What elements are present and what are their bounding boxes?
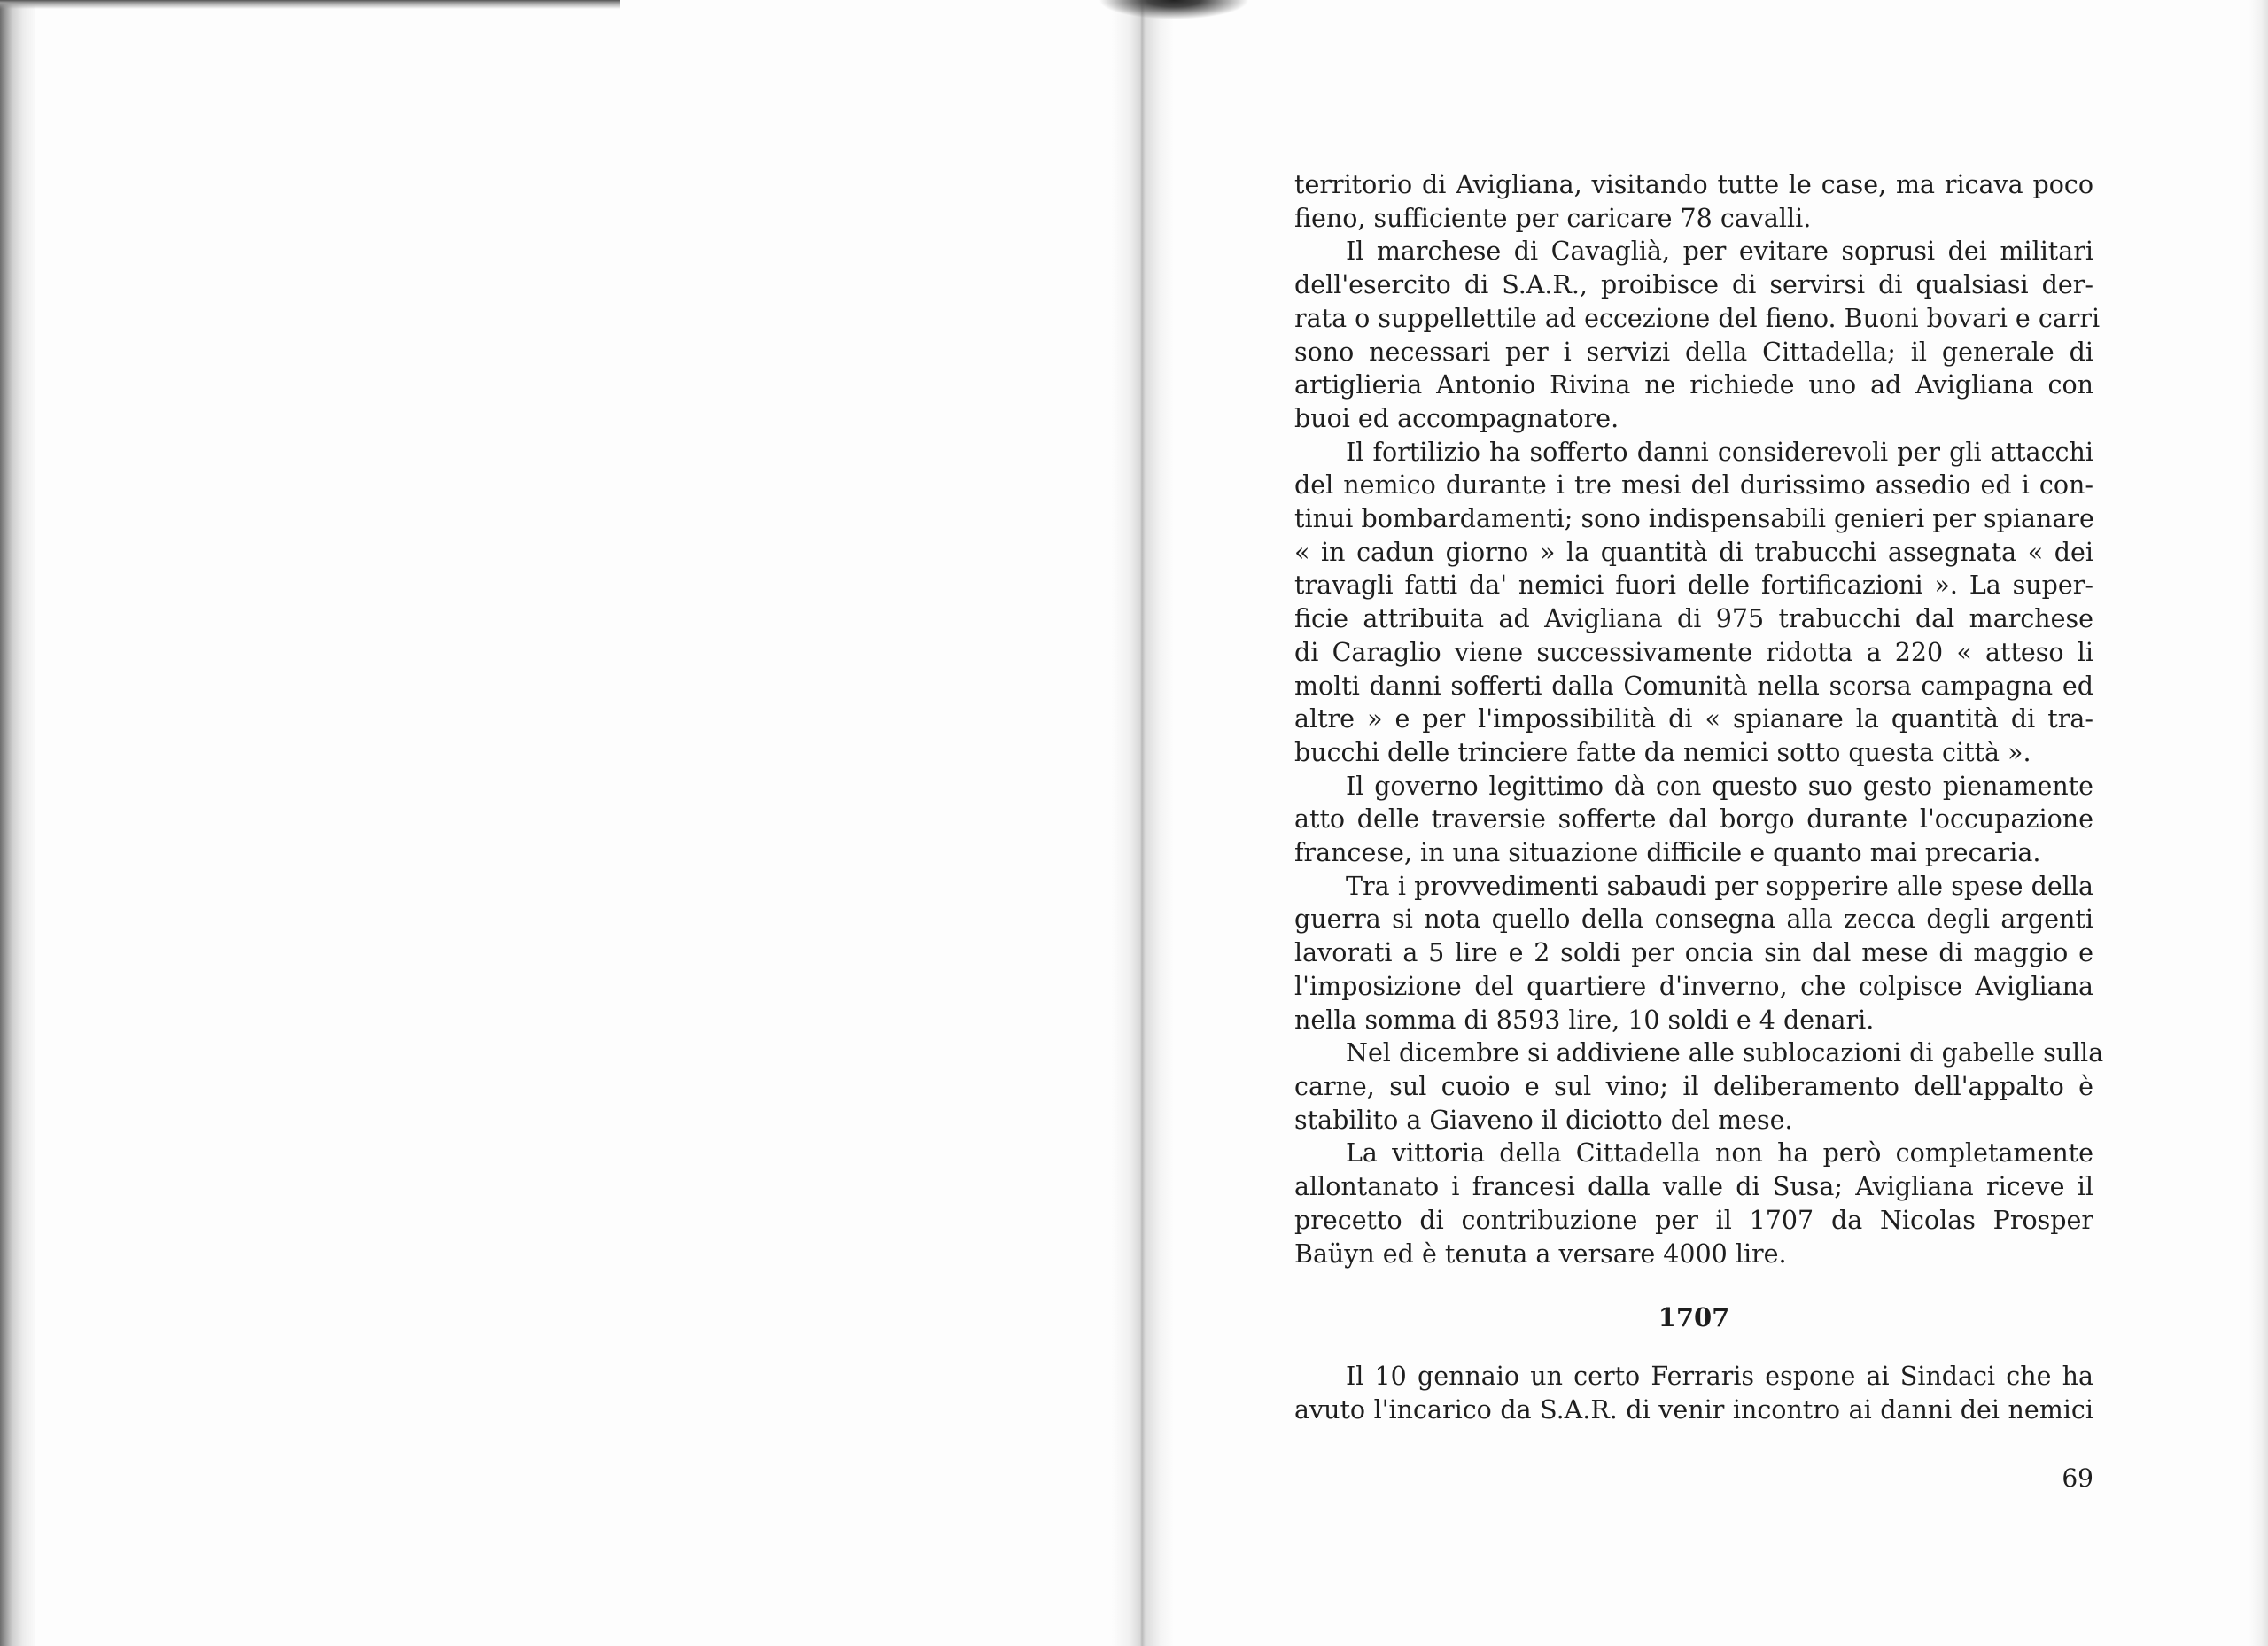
- text-line: Il fortilizio ha sofferto danni considerevoli per gli attacchi: [1346, 437, 2093, 467]
- text-line: atto delle traversie sofferte dal borgo durante l'occupazione: [1294, 804, 2093, 835]
- text-line: guerra si nota quello della consegna alla zecca degli argenti: [1294, 905, 2093, 935]
- text-line: allontanato i francesi dalla valle di Susa; Avigliana riceve il: [1294, 1172, 2093, 1202]
- year-heading: 1707: [1658, 1302, 1730, 1332]
- text-line: Tra i provvedimenti sabaudi per sopperire alle spese della: [1346, 871, 2093, 901]
- text-line: buoi ed accompagnatore.: [1294, 403, 1619, 433]
- text-line: ficie attribuita ad Avigliana di 975 trabucchi dal marchese: [1294, 604, 2093, 634]
- text-line: stabilito a Giaveno il diciotto del mese.: [1294, 1105, 1793, 1135]
- text-line: tinui bombardamenti; sono indispensabili genieri per spianare: [1294, 504, 2094, 534]
- text-line: travagli fatti da' nemici fuori delle fortificazioni ». La super-: [1294, 571, 2093, 601]
- text-line: Baüyn ed è tenuta a versare 4000 lire.: [1294, 1238, 1787, 1269]
- text-line: Il 10 gennaio un certo Ferraris espone ai Sindaci che ha: [1346, 1362, 2093, 1391]
- text-line: lavorati a 5 lire e 2 soldi per oncia sin dal mese di maggio e: [1294, 938, 2093, 968]
- paragraph: [1294, 1037, 2104, 1137]
- paragraph: [1294, 168, 2093, 235]
- page-number: 69: [2062, 1464, 2093, 1493]
- text-line: « in cadun giorno » la quantità di trabucchi assegnata « dei: [1294, 537, 2093, 567]
- paragraph: [1294, 235, 2101, 435]
- text-line: Il governo legittimo dà con questo suo gesto pienamente: [1346, 771, 2093, 801]
- text-line: artiglieria Antonio Rivina ne richiede uno ad Avigliana con: [1294, 370, 2093, 400]
- text-line: sono necessari per i servizi della Cittadella; il generale di: [1294, 337, 2093, 367]
- paragraph: [1294, 1137, 2093, 1270]
- text-line: Nel dicembre si addiviene alle sublocazioni di gabelle sulla: [1346, 1038, 2104, 1068]
- text-line: territorio di Avigliana, visitando tutte le case, ma ricava poco: [1294, 170, 2093, 199]
- body-text: [1294, 168, 2104, 1270]
- text-line: rata o suppellettile ad eccezione del fieno. Buoni bovari e carri: [1294, 303, 2101, 333]
- text-line: fieno, sufficiente per caricare 78 cavalli.: [1294, 203, 1812, 233]
- text-line: nella somma di 8593 lire, 10 soldi e 4 denari.: [1294, 1005, 1875, 1035]
- right-page: [1174, 0, 2250, 1646]
- top-scan-shadow: [0, 0, 620, 9]
- text-line: molti danni sofferti dalla Comunità nella scorsa campagna ed: [1294, 671, 2093, 701]
- text-line: l'imposizione del quartiere d'inverno, che colpisce Avigliana: [1294, 971, 2093, 1001]
- left-page-blank: [35, 0, 1112, 1646]
- body-text-continued: [1294, 1360, 2093, 1426]
- left-book-edge: [0, 0, 35, 1646]
- text-line: di Caraglio viene successivamente ridotta a 220 « atteso li: [1294, 637, 2093, 667]
- text-line: altre » e per l'impossibilità di « spianare la quantità di tra-: [1294, 704, 2093, 734]
- book-gutter: [1112, 0, 1174, 1646]
- right-book-edge: [2249, 0, 2268, 1646]
- text-line: del nemico durante i tre mesi del durissimo assedio ed i con-: [1294, 470, 2093, 501]
- text-line: francese, in una situazione difficile e quanto mai precaria.: [1294, 838, 2041, 868]
- text-line: La vittoria della Cittadella non ha però completamente: [1346, 1138, 2093, 1169]
- text-line: dell'esercito di S.A.R., proibisce di servirsi di qualsiasi der-: [1294, 270, 2093, 300]
- text-line: bucchi delle trinciere fatte da nemici sotto questa città ».: [1294, 737, 2031, 767]
- paragraph: [1294, 436, 2093, 770]
- paragraph: [1294, 770, 2093, 870]
- paragraph: [1294, 870, 2093, 1037]
- text-line: carne, sul cuoio e sul vino; il deliberamento dell'appalto è: [1294, 1071, 2093, 1101]
- text-line: avuto l'incarico da S.A.R. di venir incontro ai danni dei nemici: [1294, 1394, 2093, 1425]
- text-line: Il marchese di Cavaglià, per evitare soprusi dei militari: [1346, 237, 2093, 267]
- text-line: precetto di contribuzione per il 1707 da Nicolas Prosper: [1294, 1205, 2093, 1235]
